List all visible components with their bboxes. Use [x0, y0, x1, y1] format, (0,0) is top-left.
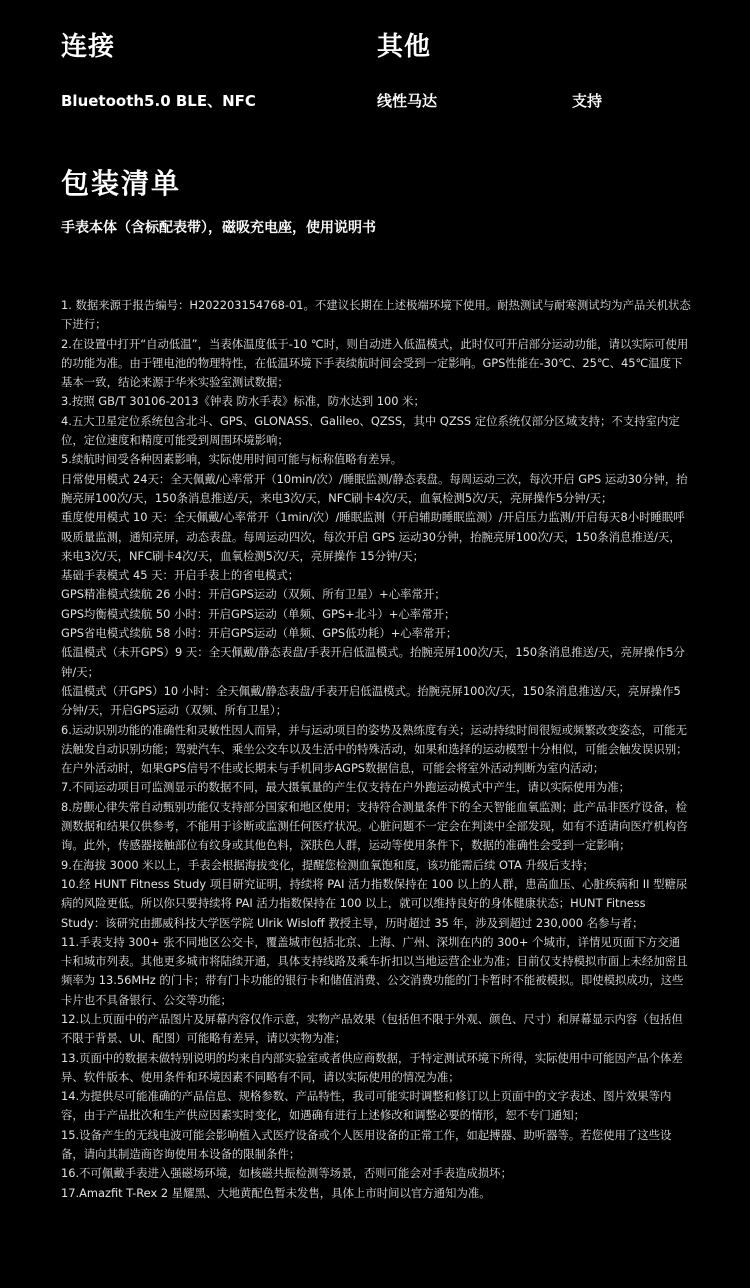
footnote: 4.五大卫星定位系统包含北斗、GPS、GLONASS、Galileo、QZSS，其中 QZSS 定位系统仅部分区域支持；不支持室内定位，定位速度和精度可能受到周围环境影响；: [61, 413, 680, 448]
linear-motor-label: 线性马达: [377, 92, 438, 110]
footnote: 13.页面中的数据未做特别说明的均来自内部实验室或者供应商数据，于特定测试环境下所得，实际使用中可能因产品个体差异、软件版本、使用条件和环境因素不同略有不同，请以实际使用的情况为准；: [61, 1050, 683, 1084]
footnote: 10.经 HUNT Fitness Study 项目研究证明，持续将 PAI 活力指数保持在 100 以上的人群，患高血压、心脏疾病和 II 型糖尿病的风险更低。所以你只要持续将 PAI 活力指数保持在 100 以上，就可以维持良好的身体健康状态；HUNT Fitness Study：该研究由挪威科技大学医学院 Ulrik Wisloff 教授主导，历时超过 35 年，涉及到超过 230,000 名参与者；: [61, 876, 688, 930]
footnote: 14.为提供尽可能准确的产品信息、规格参数、产品特性，我司可能实时调整和修订以上页面中的文字表述、图片效果等内容，由于产品批次和生产供应因素实时变化，如遇确有进行上述修改和调整必要的情形，恕不专门通知；: [61, 1089, 672, 1123]
footnote: 12.以上页面中的产品图片及屏幕内容仅作示意，实物产品效果（包括但不限于外观、颜色、尺寸）和屏幕显示内容（包括但不限于背景、UI、配图）可能略有差异，请以实物为准；: [61, 1011, 683, 1046]
footnote: 15.设备产生的无线电波可能会影响植入式医疗设备或个人医用设备的正常工作，如起搏器、助听器等。若您使用了这些设备，请向其制造商咨询使用本设备的限制条件；: [61, 1127, 672, 1162]
footnote: 基础手表模式 45 天：开启手表上的省电模式；: [61, 568, 300, 583]
footnote: 低温模式（开GPS）10 小时：全天佩戴/静态表盘/手表开启低温模式。抬腕亮屏100次/天，150条消息推送/天，亮屏操作5分钟/天，开启GPS运动（双频、所有卫星）；: [61, 683, 681, 718]
connection-value: Bluetooth5.0 BLE、NFC: [61, 92, 256, 110]
footnote: GPS均衡模式续航 50 小时：开启GPS运动（单频、GPS+北斗）+心率常开；: [61, 606, 456, 621]
footnote: 5.续航时间受各种因素影响，实际使用时间可能与标称值略有差异。: [61, 452, 403, 467]
footnote: 1. 数据来源于报告编号：H202203154768-01。不建议长期在上述极端环境下使用。耐热测试与耐寒测试均为产品关机状态下进行；: [61, 298, 691, 332]
footnote: 低温模式（未开GPS）9 天：全天佩戴/静态表盘/手表开启低温模式。抬腕亮屏100次/天，150条消息推送/天，亮屏操作5分钟/天；: [61, 645, 685, 679]
footnote: 17.Amazfit T-Rex 2 星耀黑、大地黄配色暂未发售，具体上市时间以官方通知为准。: [61, 1185, 491, 1200]
footnote: 3.按照 GB/T 30106-2013《钟表 防水手表》标准，防水达到 100 米；: [61, 394, 425, 409]
footnote: 11.手表支持 300+ 张不同地区公交卡，覆盖城市包括北京、上海、广州、深圳在内的 300+ 个城市，详情见页面下方交通卡和城市列表。其他更多城市将陆续开通，具体支持线路及乘车折扣以当地运营企业为准；目前仅支持模拟市面上未经加密且频率为 13.56MHz 的门卡；带有门卡功能的银行卡和储值消费、公交消费功能的门卡暂时不能被模拟。即使模拟成功，这些卡片也不具备银行、公交等功能；: [61, 934, 688, 1007]
footnote: 重度使用模式 10 天：全天佩戴/心率常开（1min/次）/睡眠监测（开启辅助睡眠监测）/开启压力监测/开启每天8小时睡眠呼吸质量监测，通知亮屏，动态表盘。每周运动四次，每次开启 GPS 运动30分钟，抬腕亮屏100次/天，150条消息推送/天，来电3次/天，NFC刷卡4次/天，血氧检测5次/天，亮屏操作 15分钟/天；: [61, 510, 685, 563]
footnote: 6.运动识别功能的准确性和灵敏性因人而异，并与运动项目的姿势及熟练度有关；运动持续时间很短或频繁改变姿态，可能无法触发自动识别功能；驾驶汽车、乘坐公交车以及生活中的特殊活动，如果和选择的运动模型十分相似，可能会触发误识别；在户外活动时，如果GPS信号不佳或长期未与手机同步AGPS数据信息，可能会将室外活动判断为室内活动；: [61, 722, 688, 776]
package-heading: 包装清单: [61, 167, 182, 200]
footnote: 16.不可佩戴手表进入强磁场环境，如核磁共振检测等场景，否则可能会对手表造成损坏；: [61, 1166, 512, 1181]
connection-heading: 连接: [61, 32, 116, 62]
other-heading: 其他: [377, 32, 432, 62]
footnotes: [61, 296, 691, 1203]
footnote: 7.不同运动项目可监测显示的数据不同，最大摄氧量的产生仅支持在户外跑运动模式中产生，请以实际使用为准；: [61, 780, 631, 795]
footnote: 日常使用模式 24天：全天佩戴/心率常开（10min/次）/睡眠监测/静态表盘。每周运动三次，每次开启 GPS 运动30分钟，抬腕亮屏100次/天，150条消息推送/天，来电3次/天，NFC刷卡4次/天，血氧检测5次/天，亮屏操作5分钟/天；: [61, 471, 688, 505]
footnote: 9.在海拔 3000 米以上，手表会根据海拔变化，提醒您检测血氧饱和度，该功能需后续 OTA 升级后支持；: [61, 857, 594, 872]
footnote: 8.房颤心律失常自动甄别功能仅支持部分国家和地区使用；支持符合测量条件下的全天智能血氧监测；此产品非医疗设备，检测数据和结果仅供参考，不能用于诊断或监测任何医疗状况。心脏问题不一定会在判读中全部发现，如有不适请向医疗机构咨询。此外，传感器接触部位有纹身或其他色料，深肤色人群，运动等使用条件下，数据的准确性会受到一定影响；: [61, 799, 688, 853]
footnote: GPS精准模式续航 26 小时：开启GPS运动（双频、所有卫星）+心率常开；: [61, 587, 446, 602]
footnote: GPS省电模式续航 58 小时：开启GPS运动（单频、GPS低功耗）+心率常开；: [61, 626, 458, 641]
footnote: 2.在设置中打开“自动低温”，当表体温度低于-10 ℃时，则自动进入低温模式，此时仅可开启部分运动功能，请以实际可使用的功能为准。由于锂电池的物理特性，在低温环境下手表续航时间会受到一定影响。GPS性能在-30℃、25℃、45℃温度下基本一致，结论来源于华米实验室测试数据；: [61, 336, 689, 390]
package-items: 手表本体（含标配表带），磁吸充电座，使用说明书: [61, 220, 376, 236]
linear-motor-value: 支持: [572, 92, 603, 110]
